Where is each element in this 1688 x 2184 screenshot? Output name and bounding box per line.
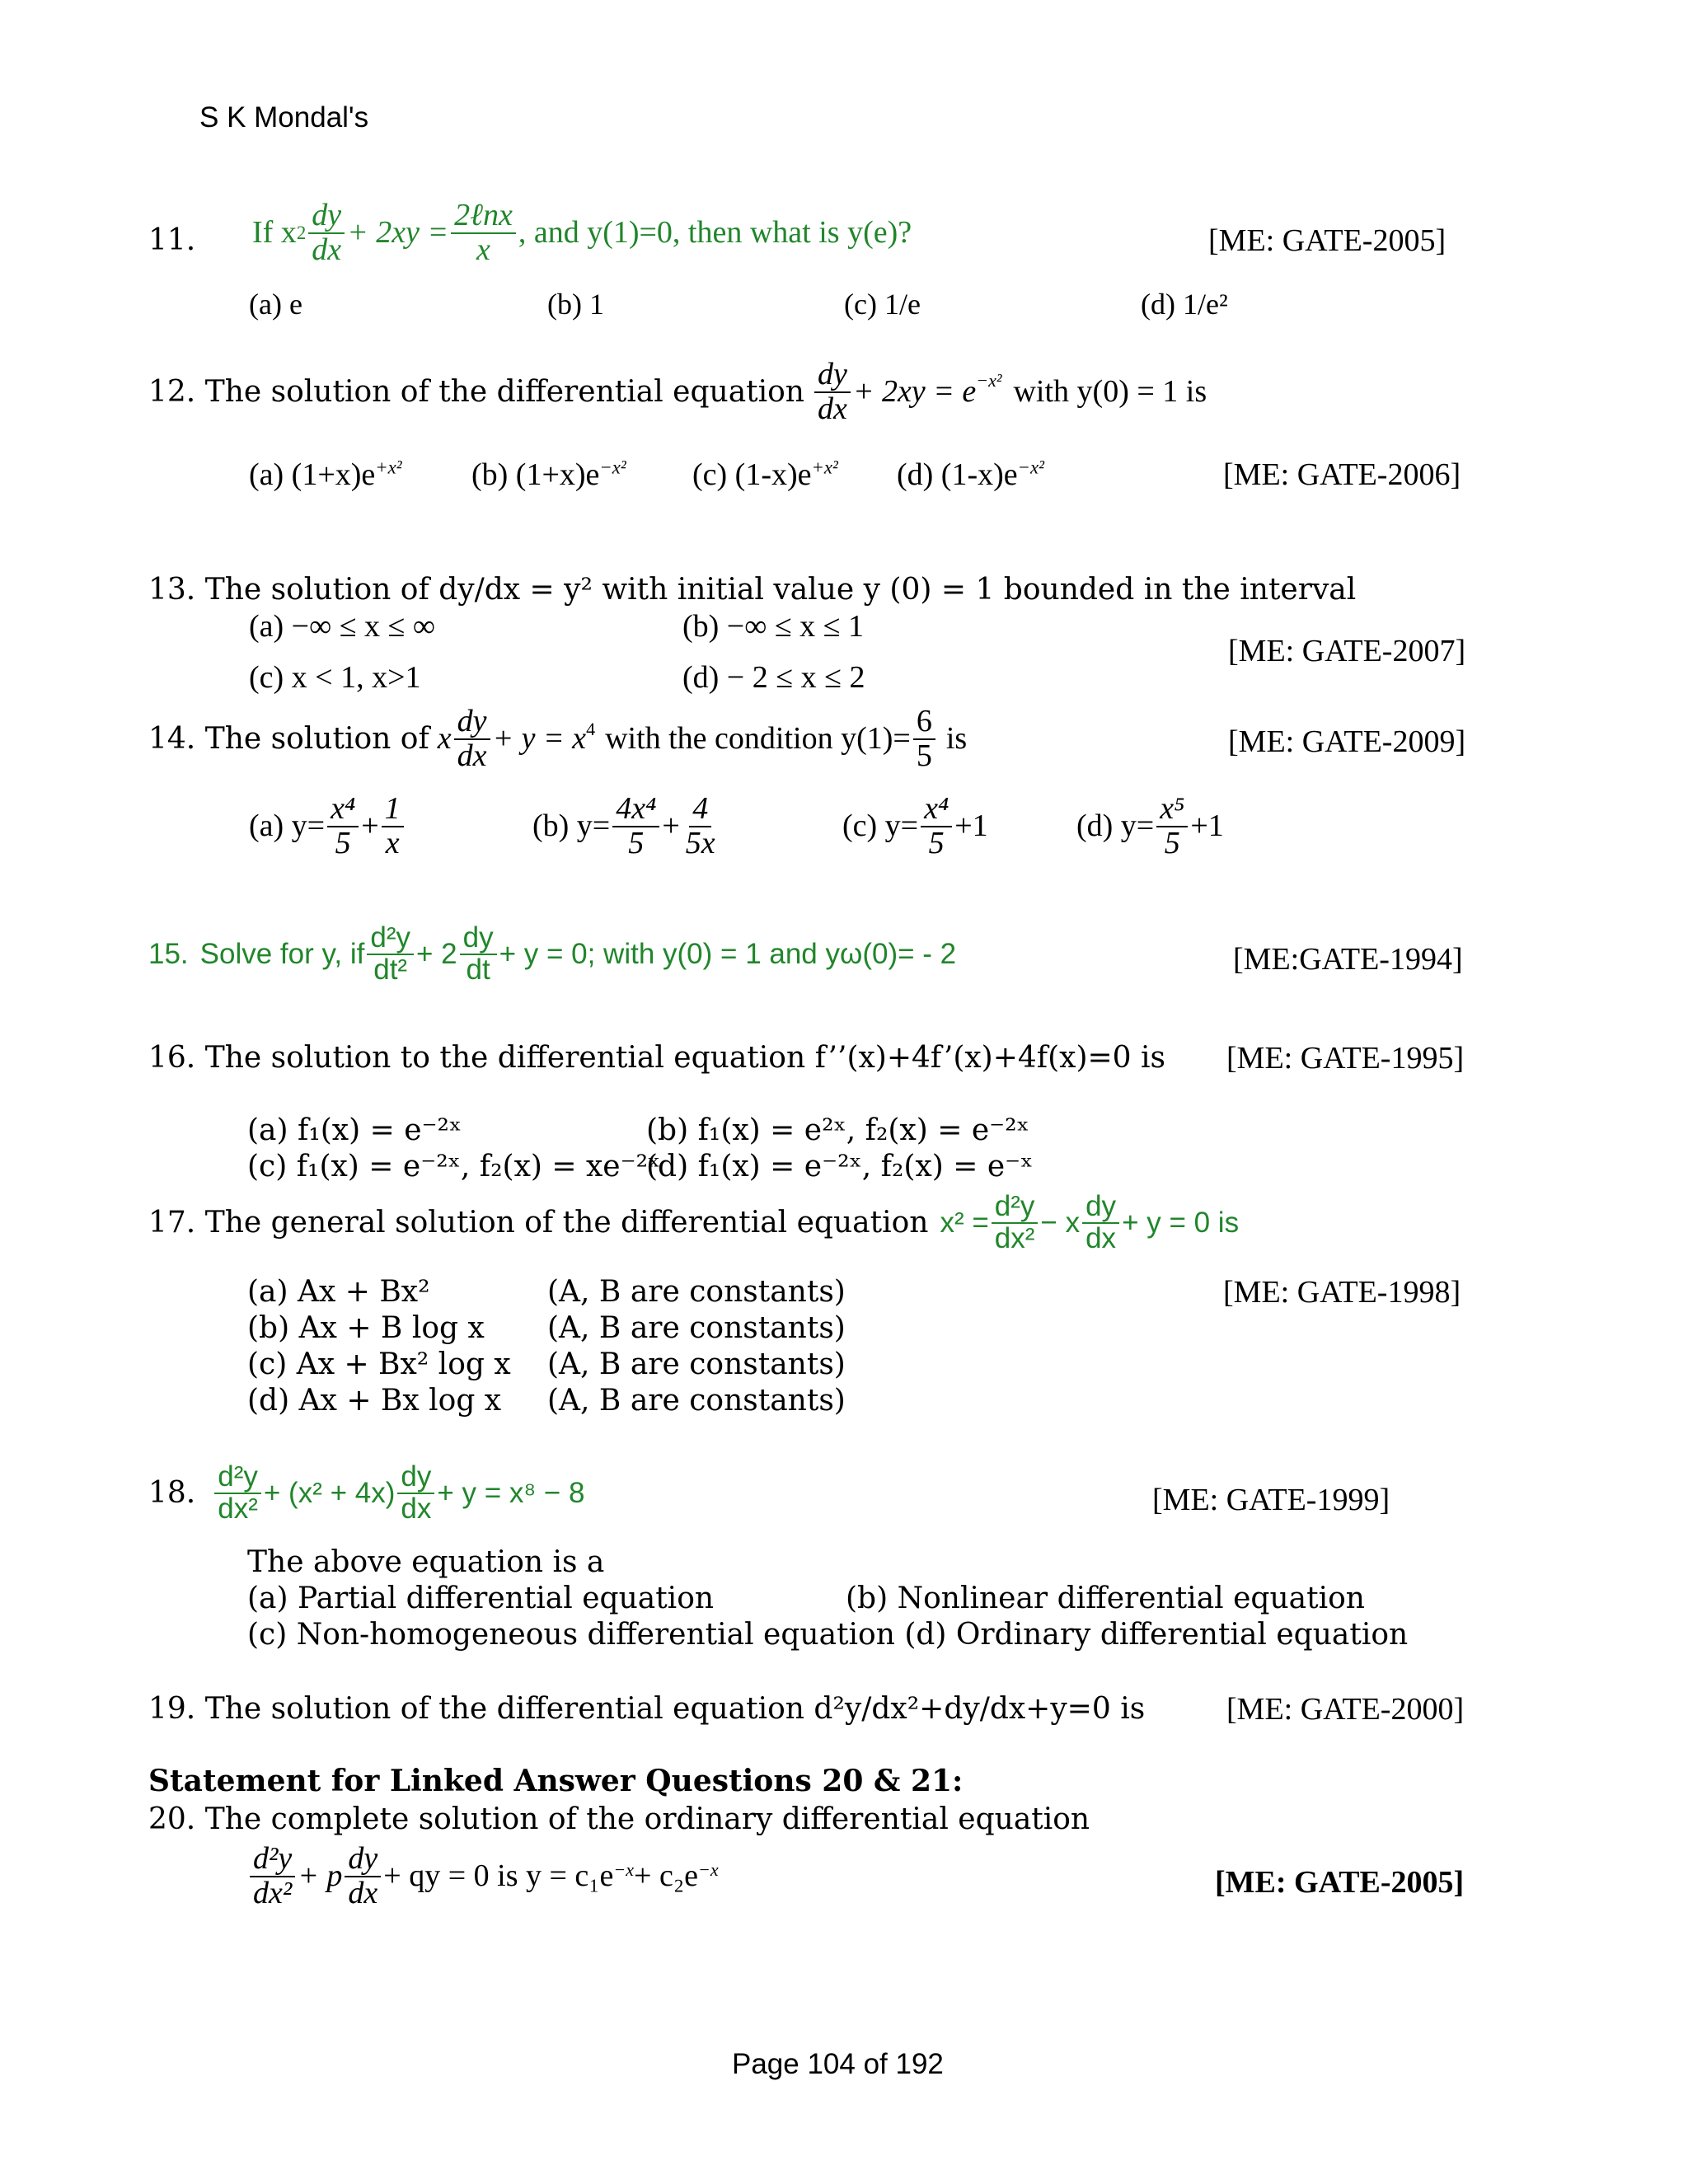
q20-tag: [ME: GATE-2005] bbox=[1215, 1865, 1465, 1900]
q11-opt-b: (b) 1 bbox=[547, 288, 604, 321]
q17-note-c: (A, B are constants) bbox=[547, 1347, 846, 1381]
q14-opt-a: (a) y= $\frac{\text{x⁴}}{5}$ + $\frac{1}{x}$ bbox=[249, 793, 406, 860]
page-number: Page 104 of 192 bbox=[732, 2048, 944, 2080]
q18-num: 18. bbox=[148, 1475, 196, 1510]
q14-frac-dydx: $\frac{dy}{dx}$ bbox=[454, 705, 490, 773]
header-author: S K Mondal's bbox=[199, 101, 369, 134]
q14-cond: with the condition y(1)= bbox=[605, 720, 911, 756]
q12-opt-c: (c) $(1-x)e^{+x^2}$ bbox=[692, 457, 838, 492]
q15-frac-d2y: $\frac{\text{d²y}}{\text{dt²}}$ bbox=[367, 923, 414, 986]
q14-is: is bbox=[945, 720, 968, 756]
q16-question: 16. The solution to the differential equation f’’(x)+4f’(x)+4f(x)=0 is bbox=[148, 1041, 1166, 1075]
q18-question bbox=[148, 1462, 585, 1525]
q15-text: Solve for y, if bbox=[199, 937, 365, 970]
q19-tag: [ME: GATE-2000] bbox=[1226, 1692, 1465, 1727]
q11-frac-dydx: $\frac{dy}{dx}$ bbox=[308, 199, 345, 267]
q17-opt-a: (a) Ax + Bx² bbox=[247, 1275, 430, 1309]
q13-opt-b: (b) −∞ ≤ x ≤ 1 bbox=[682, 609, 865, 644]
q14-cond-frac: $\frac{6}{5}$ bbox=[913, 705, 935, 773]
q14-opt-d: (d) y= $\frac{\text{x⁵}}{5}$ +1 bbox=[1076, 791, 1224, 860]
q11-tag: [ME: GATE-2005] bbox=[1208, 223, 1447, 258]
q14-x: x bbox=[437, 720, 452, 756]
q12-opt-d: (d) $(1-x)e^{-x^2}$ bbox=[897, 457, 1044, 492]
q16-tag: [ME: GATE-1995] bbox=[1226, 1041, 1465, 1076]
q13-opt-d: (d) − 2 ≤ x ≤ 2 bbox=[682, 660, 865, 695]
q18-line1: The above equation is a bbox=[247, 1545, 605, 1579]
q12-tail: with y(0) = 1 is bbox=[1013, 373, 1207, 409]
q15-tail: + y = 0; with y(0) = 1 and yω(0)= - 2 bbox=[499, 937, 957, 970]
q16-opt-a: (a) f₁(x) = e⁻²ˣ bbox=[247, 1113, 462, 1147]
q17-equation: x² = $\frac{\text{d²y}}{\text{dx²}}$ − x $\frac{dy}{dx}$ + y = 0 is bbox=[940, 1190, 1240, 1254]
q11-plus: + 2xy = bbox=[347, 214, 449, 250]
q17-tag: [ME: GATE-1998] bbox=[1223, 1275, 1461, 1310]
q15-mid: + 2 bbox=[415, 937, 457, 970]
q15-question bbox=[148, 923, 956, 986]
q19-question: 19. The solution of the differential equation d²y/dx²+dy/dx+y=0 is bbox=[148, 1692, 1146, 1726]
q12-tag: [ME: GATE-2006] bbox=[1223, 457, 1461, 492]
q18-equation: $\frac{\text{d²y}}{\text{dx²}}$ + (x² + 4x) $\frac{dy}{dx}$ + y = x⁸ − 8 bbox=[212, 1462, 584, 1525]
q14-opt-c: (c) y= $\frac{\text{x⁴}}{5}$ +1 bbox=[842, 791, 988, 860]
q20-equation: $\frac{\text{d²y}}{\text{dx²}}$ + p $\frac{dy}{dx}$ + qy = 0 is y = c₁e $^{-x}$ + c₂e $^{-x}$ bbox=[247, 1843, 719, 1910]
q14-text: 14. The solution of bbox=[148, 722, 429, 757]
q11-number: 11. bbox=[148, 223, 196, 257]
q11-condition: , and y(1)=0, then what is y(e)? bbox=[518, 214, 912, 250]
q14-eq: + y = x bbox=[492, 720, 587, 756]
q15-tag: [ME:GATE-1994] bbox=[1233, 942, 1463, 977]
linked-heading: Statement for Linked Answer Questions 20 & 21: bbox=[148, 1764, 964, 1798]
q12-rhs: + 2xy = e bbox=[852, 373, 977, 409]
q15-frac-dy: $\frac{dy}{dt}$ bbox=[460, 923, 497, 986]
q16-opt-b: (b) f₁(x) = e²ˣ, f₂(x) = e⁻²ˣ bbox=[646, 1113, 1029, 1147]
q18-opt-a: (a) Partial differential equation bbox=[247, 1582, 715, 1615]
q14-tag: [ME: GATE-2009] bbox=[1228, 724, 1466, 759]
q12-question bbox=[148, 359, 1207, 426]
q12-rhs-exp: −x² bbox=[976, 370, 1002, 391]
q17-note-d: (A, B are constants) bbox=[547, 1384, 846, 1418]
q17-note-a: (A, B are constants) bbox=[547, 1275, 846, 1309]
q14-question bbox=[148, 705, 967, 773]
q20-question: 20. The complete solution of the ordinary differential equation bbox=[148, 1802, 1090, 1836]
q18-tag: [ME: GATE-1999] bbox=[1152, 1483, 1390, 1517]
q17-opt-d: (d) Ax + Bx log x bbox=[247, 1384, 502, 1418]
q14-eq-exp: 4 bbox=[586, 719, 596, 739]
q12-opt-a: (a) $(1+x)e^{+x^2}$ bbox=[249, 457, 402, 492]
q12-frac-dydx: $\frac{dy}{dx}$ bbox=[814, 359, 851, 426]
q17-opt-c: (c) Ax + Bx² log x bbox=[247, 1347, 511, 1381]
q11-question: If x 2 $\frac{dy}{dx}$ + 2xy = $\frac{\text{2ℓnx}}{x}$ , and y(1)=0, then what is y(e)? bbox=[252, 198, 912, 267]
q17-opt-b: (b) Ax + B log x bbox=[247, 1311, 485, 1345]
q11-opt-c: (c) 1/e bbox=[844, 288, 921, 321]
q17-question bbox=[148, 1192, 1239, 1254]
q17-text: 17. The general solution of the differential equation bbox=[148, 1205, 929, 1240]
q12-opt-b: (b) $(1+x)e^{-x^2}$ bbox=[471, 457, 626, 492]
q13-opt-c: (c) x < 1, x>1 bbox=[249, 660, 421, 695]
q15-num: 15. bbox=[148, 937, 189, 970]
q18-opt-cd: (c) Non-homogeneous differential equation (d) Ordinary differential equation bbox=[247, 1618, 1409, 1652]
q16-opt-c: (c) f₁(x) = e⁻²ˣ, f₂(x) = xe⁻²ˣ bbox=[247, 1150, 661, 1183]
q17-note-b: (A, B are constants) bbox=[547, 1311, 846, 1345]
q11-if: If x bbox=[252, 214, 297, 250]
q13-tag: [ME: GATE-2007] bbox=[1228, 634, 1466, 668]
q11-opt-d: (d) 1/e² bbox=[1141, 288, 1228, 321]
q11-frac-ln: $\frac{\text{2ℓnx}}{x}$ bbox=[451, 199, 516, 267]
q16-opt-d: (d) f₁(x) = e⁻²ˣ, f₂(x) = e⁻ˣ bbox=[646, 1150, 1034, 1183]
q11-opt-a: (a) e bbox=[249, 288, 302, 321]
q13-opt-a: (a) −∞ ≤ x ≤ ∞ bbox=[249, 609, 435, 644]
q14-opt-b: (b) y= $\frac{\text{4x⁴}}{5}$ + $\frac{4}{5x}$ bbox=[532, 791, 715, 860]
q13-question: 13. The solution of dy/dx = y² with initial value y (0) = 1 bounded in the interval bbox=[148, 573, 1357, 607]
q18-opt-b: (b) Nonlinear differential equation bbox=[846, 1582, 1365, 1615]
q12-text: 12. The solution of the differential equation bbox=[148, 375, 804, 410]
